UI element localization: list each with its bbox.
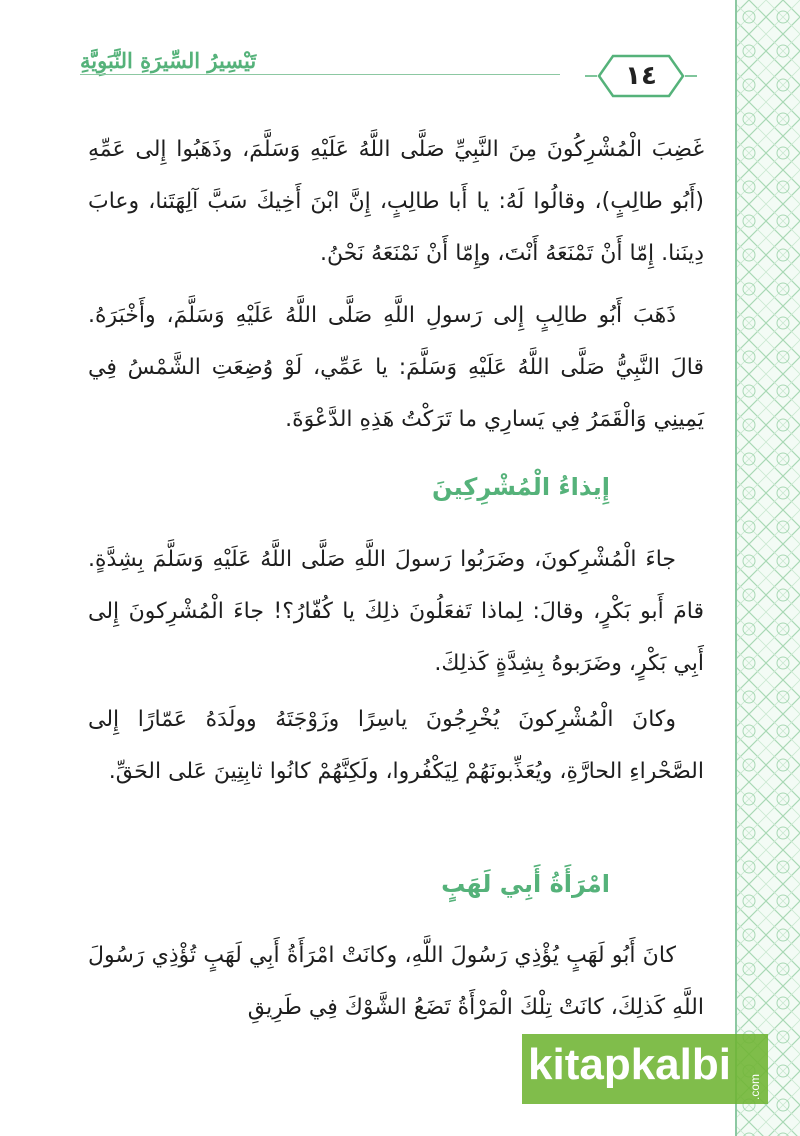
- paragraph-4: وكانَ الْمُشْرِكونَ يُخْرِجُونَ ياسِرًا وزَوْجَتَهُ وولَدَهُ عَمّارًا إِلى الصَّحْراءِ الحارَّةِ، ويُعَذِّبونَهُمْ لِيَكْفُروا، ولَكِنَّهُمْ كانُوا ثابِتِينَ عَلى الحَقِّ.: [88, 707, 704, 784]
- paragraph-5: كانَ أَبُو لَهَبٍ يُؤْذِي رَسُولَ اللَّهِ، وكانَتْ امْرَأَةُ أَبِي لَهَبٍ تُؤْذِي رَسُولَ اللَّهِ كَذلِكَ، كانَتْ تِلْكَ الْمَرْأَةُ تَضَعُ الشَّوْكَ فِي طَرِيقِ: [88, 943, 704, 1020]
- paragraph-3: جاءَ الْمُشْرِكونَ، وضَرَبُوا رَسولَ اللَّهِ صَلَّى اللَّهُ عَلَيْهِ وَسَلَّمَ بِشِدَّةٍ. قامَ أَبو بَكْرٍ، وقالَ: لِماذا تَفعَلُونَ ذلِكَ يا كُفّارُ؟! جاءَ الْمُشْرِكونَ إِلى أَبِي بَكْرٍ، وضَرَبوهُ بِشِدَّةٍ كَذلِكَ.: [88, 547, 704, 676]
- page-number: ١٤: [625, 61, 657, 91]
- section-heading-persecution: إِيذاءُ الْمُشْرِكِينَ: [432, 473, 610, 501]
- section-heading-abu-lahab-wife: امْرَأَةُ أَبِي لَهَبٍ: [441, 870, 610, 898]
- watermark-logo: kitapkalbi: [528, 1040, 731, 1089]
- decorative-pattern-border: [732, 0, 800, 1136]
- header-divider: [80, 74, 560, 75]
- paragraph-1: غَضِبَ الْمُشْرِكُونَ مِنَ النَّبِيِّ صَلَّى اللَّهُ عَلَيْهِ وَسَلَّمَ، وذَهَبُوا إِلى عَمِّهِ (أَبُو طالِبٍ)، وقالُوا لَهُ: يا أَبا طالِبٍ، إِنَّ ابْنَ أَخِيكَ سَبَّ آلِهَتَنا، وعابَ دِينَنا. إِمّا أَنْ تَمْنَعَهُ أَنْتَ، وإِمّا أَنْ نَمْنَعَهُ نَحْنُ.: [88, 137, 704, 266]
- paragraph-2: ذَهَبَ أَبُو طالِبٍ إِلى رَسولِ اللَّهِ صَلَّى اللَّهُ عَلَيْهِ وَسَلَّمَ، وأَخْبَرَهُ. قالَ النَّبِيُّ صَلَّى اللَّهُ عَلَيْهِ وَسَلَّمَ: يا عَمِّي، لَوْ وُضِعَتِ الشَّمْسُ فِي يَمِينِي وَالْقَمَرُ فِي يَسارِي ما تَرَكْتُ هَذِهِ الدَّعْوَةَ.: [88, 303, 704, 432]
- page-header: [40, 40, 668, 120]
- watermark-domain: .com: [748, 1073, 762, 1100]
- running-title: تَيْسِيرُ السِّيرَةِ النَّبَوِيَّةِ: [80, 48, 257, 73]
